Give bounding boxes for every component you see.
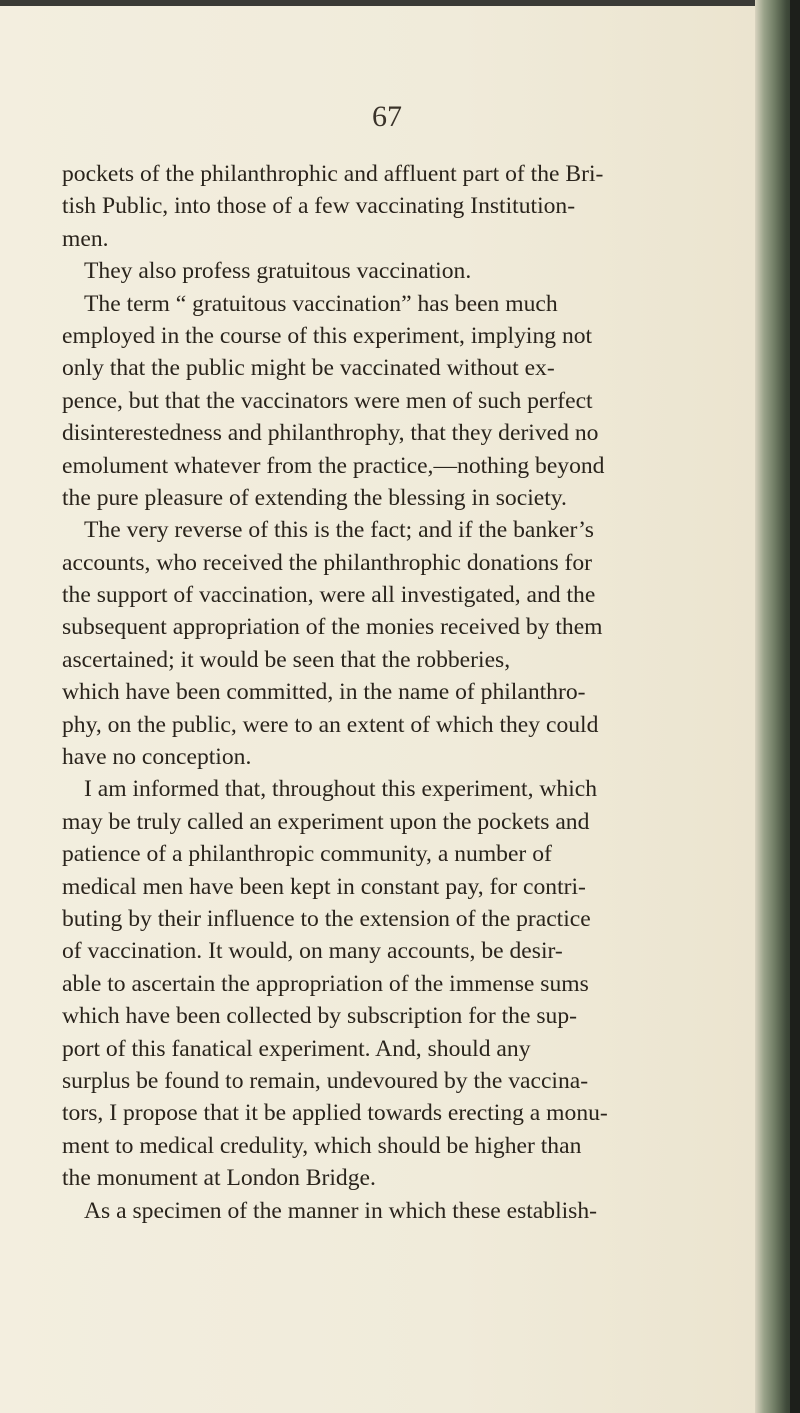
text-line: accounts, who received the philanthrophic donations for — [62, 549, 593, 576]
text-line: only that the public might be vaccinated without ex- — [62, 355, 555, 382]
text-line: medical men have been kept in constant pay, for contri- — [62, 873, 586, 900]
text-line: patience of a philanthropic community, a number of — [62, 841, 552, 868]
text-line: pockets of the philanthrophic and affluent part of the Bri- — [62, 161, 604, 187]
text-line: the support of vaccination, were all investigated, and the — [62, 582, 596, 609]
body-text — [62, 158, 752, 1227]
text-line: subsequent appropriation of the monies received by them — [62, 614, 603, 641]
text-line: buting by their influence to the extension of the practice — [62, 905, 591, 932]
text-line: emolument whatever from the practice,—nothing beyond — [62, 452, 605, 479]
text-line: As a specimen of the manner in which these establish- — [84, 1197, 598, 1224]
text-line: which have been committed, in the name of philanthro- — [62, 679, 586, 706]
text-line: phy, on the public, were to an extent of which they could — [62, 711, 599, 738]
text-line: have no conception. — [62, 744, 252, 771]
text-line: the monument at London Bridge. — [62, 1165, 376, 1192]
text-line: may be truly called an experiment upon the pockets and — [62, 808, 590, 835]
text-line: port of this fanatical experiment. And, should any — [62, 1035, 531, 1062]
text-line: I am informed that, throughout this experiment, which — [84, 776, 598, 803]
text-line: tors, I propose that it be applied towards erecting a monu- — [62, 1100, 608, 1127]
text-line: men. — [62, 225, 109, 252]
top-border — [0, 0, 790, 6]
text-line: pence, but that the vaccinators were men of such perfect — [62, 387, 593, 414]
text-line: The very reverse of this is the fact; and if the banker’s — [84, 517, 594, 544]
page-number: 67 — [372, 100, 402, 133]
text-line: disinterestedness and philanthrophy, that they derived no — [62, 420, 599, 447]
text-line: of vaccination. It would, on many accounts, be desir- — [62, 938, 563, 965]
text-line: The term “ gratuitous vaccination” has been much — [84, 290, 558, 317]
text-line: the pure pleasure of extending the blessing in society. — [62, 484, 567, 511]
text-line: able to ascertain the appropriation of the immense sums — [62, 970, 589, 997]
text-line: surplus be found to remain, undevoured by the vaccina- — [62, 1067, 589, 1094]
text-line: They also profess gratuitous vaccination. — [84, 258, 472, 285]
text-line: which have been collected by subscription for the sup- — [62, 1003, 577, 1030]
text-line: tish Public, into those of a few vaccinating Institution- — [62, 193, 576, 220]
text-line: employed in the course of this experiment, implying not — [62, 322, 593, 349]
text-line: ment to medical credulity, which should be higher than — [62, 1132, 582, 1159]
page-edge-dark — [790, 0, 800, 1413]
text-line: ascertained; it would be seen that the robberies, — [62, 646, 511, 673]
